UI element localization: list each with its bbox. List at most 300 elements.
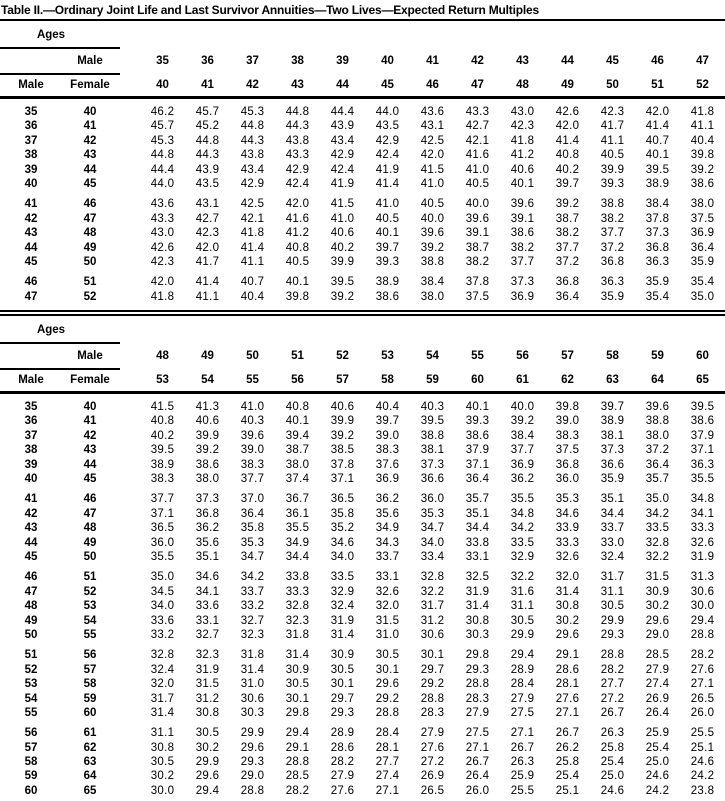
multiple-cell: 31.5 xyxy=(645,571,670,584)
multiple-cell: 26.7 xyxy=(600,706,625,719)
col-header-male-age: 50 xyxy=(246,350,259,363)
multiple-cell: 40.0 xyxy=(420,212,445,225)
multiple-cell: 32.4 xyxy=(150,663,175,676)
multiple-cell: 40.3 xyxy=(420,401,445,414)
multiple-cell: 36.3 xyxy=(690,458,715,471)
row-group xyxy=(0,105,725,191)
multiple-cell: 29.9 xyxy=(600,614,625,627)
multiple-cell: 34.2 xyxy=(510,522,535,535)
multiple-cell: 27.2 xyxy=(600,692,625,705)
col-header-male-age: 54 xyxy=(426,350,439,363)
multiple-cell: 26.0 xyxy=(690,706,715,719)
multiple-cell: 27.6 xyxy=(420,741,445,754)
multiple-cell: 35.5 xyxy=(690,473,715,486)
multiple-cell: 34.6 xyxy=(330,536,355,549)
multiple-cell: 41.4 xyxy=(645,120,670,133)
multiple-cell: 27.9 xyxy=(510,692,535,705)
multiple-cell: 32.8 xyxy=(150,649,175,662)
table-row xyxy=(0,492,725,506)
multiple-cell: 32.2 xyxy=(510,571,535,584)
multiple-cell: 27.4 xyxy=(645,678,670,691)
female-age-cell: 54 xyxy=(83,614,97,627)
multiple-cell: 40.8 xyxy=(555,149,580,162)
male-header-label: Male xyxy=(77,55,103,67)
multiple-cell: 38.8 xyxy=(645,415,670,428)
multiple-cell: 38.6 xyxy=(375,290,400,303)
col-header-female-age: 45 xyxy=(381,79,394,91)
col-header-female-age: 52 xyxy=(696,79,709,91)
multiple-cell: 28.6 xyxy=(330,741,355,754)
multiple-cell: 24.6 xyxy=(600,784,625,797)
spacer xyxy=(118,521,140,535)
table-row xyxy=(0,648,725,662)
multiple-cell: 28.8 xyxy=(465,678,490,691)
col-header-female-age: 44 xyxy=(336,79,349,91)
multiple-cell: 42.1 xyxy=(240,212,265,225)
multiple-cell: 32.3 xyxy=(285,614,310,627)
spacer xyxy=(118,536,140,550)
col-header-female-age: 58 xyxy=(381,374,394,387)
multiple-cell: 30.8 xyxy=(150,741,175,754)
male-age-cell: 43 xyxy=(24,227,38,240)
male-age-cell: 46 xyxy=(24,276,38,289)
multiple-cell: 38.7 xyxy=(465,241,490,254)
multiple-cell: 43.6 xyxy=(150,198,175,211)
female-age-cell: 42 xyxy=(83,429,97,442)
multiple-cell: 34.9 xyxy=(285,536,310,549)
spacer xyxy=(118,677,140,691)
multiple-cell: 33.3 xyxy=(690,522,715,535)
table-title: Table II.—Ordinary Joint Life and Last Survivor Annuities—Two Lives—Expected Return Multiples xyxy=(1,3,539,17)
multiple-cell: 38.8 xyxy=(600,198,625,211)
multiple-cell: 33.8 xyxy=(465,536,490,549)
multiple-cell: 34.0 xyxy=(330,550,355,563)
table-row xyxy=(0,741,725,755)
female-age-cell: 55 xyxy=(83,628,97,641)
multiple-cell: 39.1 xyxy=(465,227,490,240)
spacer xyxy=(118,177,140,191)
multiple-cell: 28.8 xyxy=(690,628,715,641)
female-age-cell: 58 xyxy=(83,678,97,691)
spacer xyxy=(118,241,140,255)
multiple-cell: 38.2 xyxy=(600,212,625,225)
col-header-male-age: 52 xyxy=(336,350,349,363)
male-age-cell: 51 xyxy=(24,649,38,662)
multiple-cell: 31.5 xyxy=(375,614,400,627)
multiple-cell: 23.8 xyxy=(690,784,715,797)
multiple-cell: 35.7 xyxy=(465,493,490,506)
spacer xyxy=(118,119,140,133)
multiple-cell: 28.1 xyxy=(555,678,580,691)
multiple-cell: 34.9 xyxy=(375,522,400,535)
multiple-cell: 41.2 xyxy=(285,227,310,240)
col-header-male-age: 53 xyxy=(381,350,394,363)
col-header-female-age: 65 xyxy=(696,374,709,387)
multiple-cell: 36.6 xyxy=(600,458,625,471)
female-ages-header-row xyxy=(0,370,725,391)
multiple-cell: 39.5 xyxy=(150,444,175,457)
male-age-cell: 35 xyxy=(24,106,38,118)
multiple-cell: 37.7 xyxy=(510,444,535,457)
multiple-cell: 40.6 xyxy=(195,415,220,428)
multiple-cell: 38.5 xyxy=(330,444,355,457)
multiple-cell: 41.0 xyxy=(330,212,355,225)
multiple-cell: 42.4 xyxy=(375,149,400,162)
multiple-cell: 39.7 xyxy=(555,177,580,190)
multiple-cell: 44.0 xyxy=(375,106,400,118)
multiple-cell: 38.7 xyxy=(285,444,310,457)
col-header-male-age: 60 xyxy=(696,350,709,363)
multiple-cell: 32.3 xyxy=(240,628,265,641)
multiple-cell: 39.2 xyxy=(195,444,220,457)
table-row xyxy=(0,614,725,628)
multiple-cell: 40.5 xyxy=(465,177,490,190)
col-header-female-age: 40 xyxy=(156,79,169,91)
multiple-cell: 37.7 xyxy=(150,493,175,506)
female-age-cell: 52 xyxy=(83,290,97,303)
multiple-cell: 40.1 xyxy=(375,227,400,240)
spacer xyxy=(118,472,140,486)
female-age-cell: 52 xyxy=(83,585,97,598)
multiple-cell: 37.3 xyxy=(420,458,445,471)
multiple-cell: 28.6 xyxy=(555,663,580,676)
multiple-cell: 25.1 xyxy=(555,784,580,797)
multiple-cell: 31.2 xyxy=(420,614,445,627)
male-age-cell: 53 xyxy=(24,678,38,691)
table-row xyxy=(0,197,725,211)
multiple-cell: 35.3 xyxy=(240,536,265,549)
multiple-cell: 32.9 xyxy=(510,550,535,563)
spacer xyxy=(118,628,140,642)
multiple-cell: 44.8 xyxy=(150,149,175,162)
multiple-cell: 39.0 xyxy=(375,429,400,442)
multiple-cell: 24.2 xyxy=(645,784,670,797)
ages-header-row xyxy=(0,316,725,342)
male-header-label: Male xyxy=(77,350,103,363)
multiple-cell: 30.9 xyxy=(645,585,670,598)
multiple-cell: 35.3 xyxy=(420,507,445,520)
multiple-cell: 28.9 xyxy=(330,727,355,740)
female-age-cell: 47 xyxy=(83,507,97,520)
multiple-cell: 37.9 xyxy=(690,429,715,442)
col-header-male-age: 35 xyxy=(156,55,169,67)
multiple-cell: 26.7 xyxy=(555,727,580,740)
multiple-cell: 38.9 xyxy=(645,177,670,190)
multiple-cell: 33.9 xyxy=(555,522,580,535)
multiple-cell: 34.5 xyxy=(150,585,175,598)
multiple-cell: 25.9 xyxy=(510,770,535,783)
multiple-cell: 43.8 xyxy=(285,134,310,147)
multiple-cell: 36.7 xyxy=(285,493,310,506)
table-section-lower xyxy=(0,316,725,798)
multiple-cell: 37.2 xyxy=(645,444,670,457)
multiple-cell: 30.1 xyxy=(285,692,310,705)
multiple-cell: 36.4 xyxy=(465,473,490,486)
multiple-cell: 30.5 xyxy=(330,663,355,676)
multiple-cell: 29.3 xyxy=(465,663,490,676)
multiple-cell: 39.8 xyxy=(285,290,310,303)
multiple-cell: 38.0 xyxy=(420,290,445,303)
female-age-cell: 48 xyxy=(83,227,97,240)
multiple-cell: 29.1 xyxy=(555,649,580,662)
multiple-cell: 32.9 xyxy=(330,585,355,598)
multiple-cell: 27.1 xyxy=(555,706,580,719)
spacer xyxy=(118,414,140,428)
multiple-cell: 35.6 xyxy=(375,507,400,520)
multiple-cell: 43.0 xyxy=(510,106,535,118)
multiple-cell: 40.2 xyxy=(555,163,580,176)
multiple-cell: 30.5 xyxy=(600,600,625,613)
multiple-cell: 27.6 xyxy=(690,663,715,676)
multiple-cell: 31.6 xyxy=(510,585,535,598)
multiple-cell: 42.3 xyxy=(150,255,175,268)
multiple-cell: 42.9 xyxy=(240,177,265,190)
table-row xyxy=(0,628,725,642)
table-row xyxy=(0,663,725,677)
spacer xyxy=(118,163,140,177)
multiple-cell: 42.0 xyxy=(195,241,220,254)
multiple-cell: 39.6 xyxy=(510,198,535,211)
multiple-cell: 30.0 xyxy=(690,600,715,613)
multiple-cell: 35.9 xyxy=(600,290,625,303)
multiple-cell: 29.9 xyxy=(240,727,265,740)
col-header-female-age: 47 xyxy=(471,79,484,91)
male-age-cell: 42 xyxy=(24,212,38,225)
col-header-male-age: 58 xyxy=(606,350,619,363)
multiple-cell: 30.2 xyxy=(150,770,175,783)
spacer xyxy=(118,648,140,662)
multiple-cell: 37.8 xyxy=(465,276,490,289)
row-male-header-label: Male xyxy=(18,374,44,387)
col-header-male-age: 56 xyxy=(516,350,529,363)
spacer xyxy=(118,255,140,269)
multiple-cell: 43.9 xyxy=(330,120,355,133)
female-age-cell: 59 xyxy=(83,692,97,705)
multiple-cell: 39.9 xyxy=(330,255,355,268)
col-header-male-age: 45 xyxy=(606,55,619,67)
multiple-cell: 37.8 xyxy=(330,458,355,471)
multiple-cell: 41.7 xyxy=(600,120,625,133)
female-age-cell: 46 xyxy=(83,493,97,506)
multiple-cell: 35.7 xyxy=(645,473,670,486)
multiple-cell: 39.5 xyxy=(420,415,445,428)
multiple-cell: 25.8 xyxy=(555,756,580,769)
male-age-cell: 57 xyxy=(24,741,38,754)
spacer xyxy=(118,726,140,740)
multiple-cell: 42.4 xyxy=(285,177,310,190)
multiple-cell: 41.3 xyxy=(195,401,220,414)
multiple-cell: 41.0 xyxy=(465,163,490,176)
multiple-cell: 34.0 xyxy=(420,536,445,549)
multiple-cell: 41.6 xyxy=(285,212,310,225)
multiple-cell: 31.0 xyxy=(375,628,400,641)
empty-cell xyxy=(0,49,62,73)
male-age-cell: 36 xyxy=(24,415,38,428)
multiple-cell: 44.3 xyxy=(240,134,265,147)
multiple-cell: 32.8 xyxy=(420,571,445,584)
spacer xyxy=(118,741,140,755)
male-age-cell: 45 xyxy=(24,255,38,268)
multiple-cell: 43.9 xyxy=(195,163,220,176)
multiple-cell: 31.4 xyxy=(555,585,580,598)
multiple-cell: 26.4 xyxy=(465,770,490,783)
multiple-cell: 28.2 xyxy=(330,756,355,769)
multiple-cell: 34.7 xyxy=(240,550,265,563)
multiple-cell: 38.2 xyxy=(465,255,490,268)
female-age-cell: 60 xyxy=(83,706,97,719)
multiple-cell: 27.9 xyxy=(645,663,670,676)
spacer xyxy=(118,212,140,226)
multiple-cell: 39.6 xyxy=(645,401,670,414)
multiple-cell: 40.1 xyxy=(465,401,490,414)
spacer xyxy=(118,692,140,706)
multiple-cell: 43.5 xyxy=(375,120,400,133)
multiple-cell: 34.8 xyxy=(510,507,535,520)
multiple-cell: 40.3 xyxy=(240,415,265,428)
multiple-cell: 31.3 xyxy=(690,571,715,584)
multiple-cell: 33.8 xyxy=(285,571,310,584)
multiple-cell: 36.2 xyxy=(375,493,400,506)
spacer xyxy=(118,429,140,443)
multiple-cell: 27.4 xyxy=(375,770,400,783)
male-age-cell: 59 xyxy=(24,770,38,783)
multiple-cell: 26.9 xyxy=(420,770,445,783)
multiple-cell: 25.0 xyxy=(645,756,670,769)
multiple-cell: 45.3 xyxy=(240,106,265,118)
multiple-cell: 36.8 xyxy=(195,507,220,520)
multiple-cell: 28.8 xyxy=(285,756,310,769)
multiple-cell: 42.5 xyxy=(420,134,445,147)
multiple-cell: 32.2 xyxy=(645,550,670,563)
multiple-cell: 36.0 xyxy=(420,493,445,506)
multiple-cell: 31.5 xyxy=(195,678,220,691)
multiple-cell: 41.4 xyxy=(555,134,580,147)
multiple-cell: 37.3 xyxy=(195,493,220,506)
female-age-cell: 50 xyxy=(83,550,97,563)
col-header-male-age: 55 xyxy=(471,350,484,363)
multiple-cell: 35.5 xyxy=(285,522,310,535)
multiple-cell: 35.1 xyxy=(195,550,220,563)
multiple-cell: 36.4 xyxy=(555,290,580,303)
multiple-cell: 31.8 xyxy=(240,649,265,662)
multiple-cell: 45.7 xyxy=(195,106,220,118)
multiple-cell: 38.1 xyxy=(420,444,445,457)
table-row xyxy=(0,585,725,599)
multiple-cell: 38.0 xyxy=(285,458,310,471)
multiple-cell: 35.5 xyxy=(150,550,175,563)
multiple-cell: 37.2 xyxy=(600,241,625,254)
multiple-cell: 30.1 xyxy=(330,678,355,691)
multiple-cell: 29.0 xyxy=(240,770,265,783)
table-row xyxy=(0,163,725,177)
male-age-cell: 49 xyxy=(24,614,38,627)
multiple-cell: 30.2 xyxy=(195,741,220,754)
multiple-cell: 35.8 xyxy=(330,507,355,520)
multiple-cell: 37.5 xyxy=(555,444,580,457)
multiple-cell: 30.0 xyxy=(150,784,175,797)
table-row xyxy=(0,536,725,550)
female-age-cell: 53 xyxy=(83,600,97,613)
multiple-cell: 38.0 xyxy=(690,198,715,211)
multiple-cell: 30.8 xyxy=(555,600,580,613)
multiple-cell: 34.4 xyxy=(285,550,310,563)
male-age-cell: 52 xyxy=(24,663,38,676)
female-age-cell: 42 xyxy=(83,134,97,147)
multiple-cell: 39.2 xyxy=(555,198,580,211)
table-row xyxy=(0,769,725,783)
table-row xyxy=(0,692,725,706)
female-age-cell: 50 xyxy=(83,255,97,268)
multiple-cell: 39.8 xyxy=(690,149,715,162)
multiple-cell: 37.7 xyxy=(510,255,535,268)
multiple-cell: 41.2 xyxy=(510,149,535,162)
col-header-male-age: 59 xyxy=(651,350,664,363)
multiple-cell: 34.4 xyxy=(465,522,490,535)
multiple-cell: 31.4 xyxy=(330,628,355,641)
multiple-cell: 29.7 xyxy=(330,692,355,705)
col-header-male-age: 38 xyxy=(291,55,304,67)
col-header-female-age: 41 xyxy=(201,79,214,91)
multiple-cell: 43.3 xyxy=(150,212,175,225)
multiple-cell: 36.2 xyxy=(510,473,535,486)
col-header-male-age: 48 xyxy=(156,350,169,363)
row-group xyxy=(0,492,725,564)
multiple-cell: 33.0 xyxy=(600,536,625,549)
row-group xyxy=(0,648,725,720)
multiple-cell: 39.3 xyxy=(465,415,490,428)
multiple-cell: 37.0 xyxy=(240,493,265,506)
multiple-cell: 38.3 xyxy=(555,429,580,442)
col-header-female-age: 62 xyxy=(561,374,574,387)
multiple-cell: 43.5 xyxy=(195,177,220,190)
multiple-cell: 32.0 xyxy=(375,600,400,613)
spacer xyxy=(118,105,140,119)
table-row xyxy=(0,472,725,486)
multiple-cell: 45.2 xyxy=(195,120,220,133)
multiple-cell: 37.7 xyxy=(600,227,625,240)
multiple-cell: 29.2 xyxy=(420,678,445,691)
multiple-cell: 45.3 xyxy=(150,134,175,147)
multiple-cell: 35.0 xyxy=(690,290,715,303)
multiple-cell: 39.6 xyxy=(465,212,490,225)
multiple-cell: 36.5 xyxy=(330,493,355,506)
multiple-cell: 30.5 xyxy=(195,727,220,740)
multiple-cell: 36.8 xyxy=(600,255,625,268)
multiple-cell: 30.3 xyxy=(465,628,490,641)
col-header-female-age: 50 xyxy=(606,79,619,91)
spacer xyxy=(118,507,140,521)
spacer xyxy=(118,443,140,457)
spacer xyxy=(118,769,140,783)
table-row xyxy=(0,458,725,472)
spacer xyxy=(118,585,140,599)
multiple-cell: 38.4 xyxy=(420,276,445,289)
male-age-cell: 37 xyxy=(24,429,38,442)
table-row xyxy=(0,177,725,191)
multiple-cell: 28.4 xyxy=(375,727,400,740)
multiple-cell: 25.1 xyxy=(690,741,715,754)
multiple-cell: 37.1 xyxy=(330,473,355,486)
multiple-cell: 28.2 xyxy=(600,663,625,676)
multiple-cell: 39.8 xyxy=(555,401,580,414)
multiple-cell: 41.0 xyxy=(375,198,400,211)
multiple-cell: 31.2 xyxy=(195,692,220,705)
multiple-cell: 40.1 xyxy=(510,177,535,190)
table-row xyxy=(0,226,725,240)
multiple-cell: 28.2 xyxy=(690,649,715,662)
multiple-cell: 27.7 xyxy=(600,678,625,691)
spacer xyxy=(118,344,140,368)
